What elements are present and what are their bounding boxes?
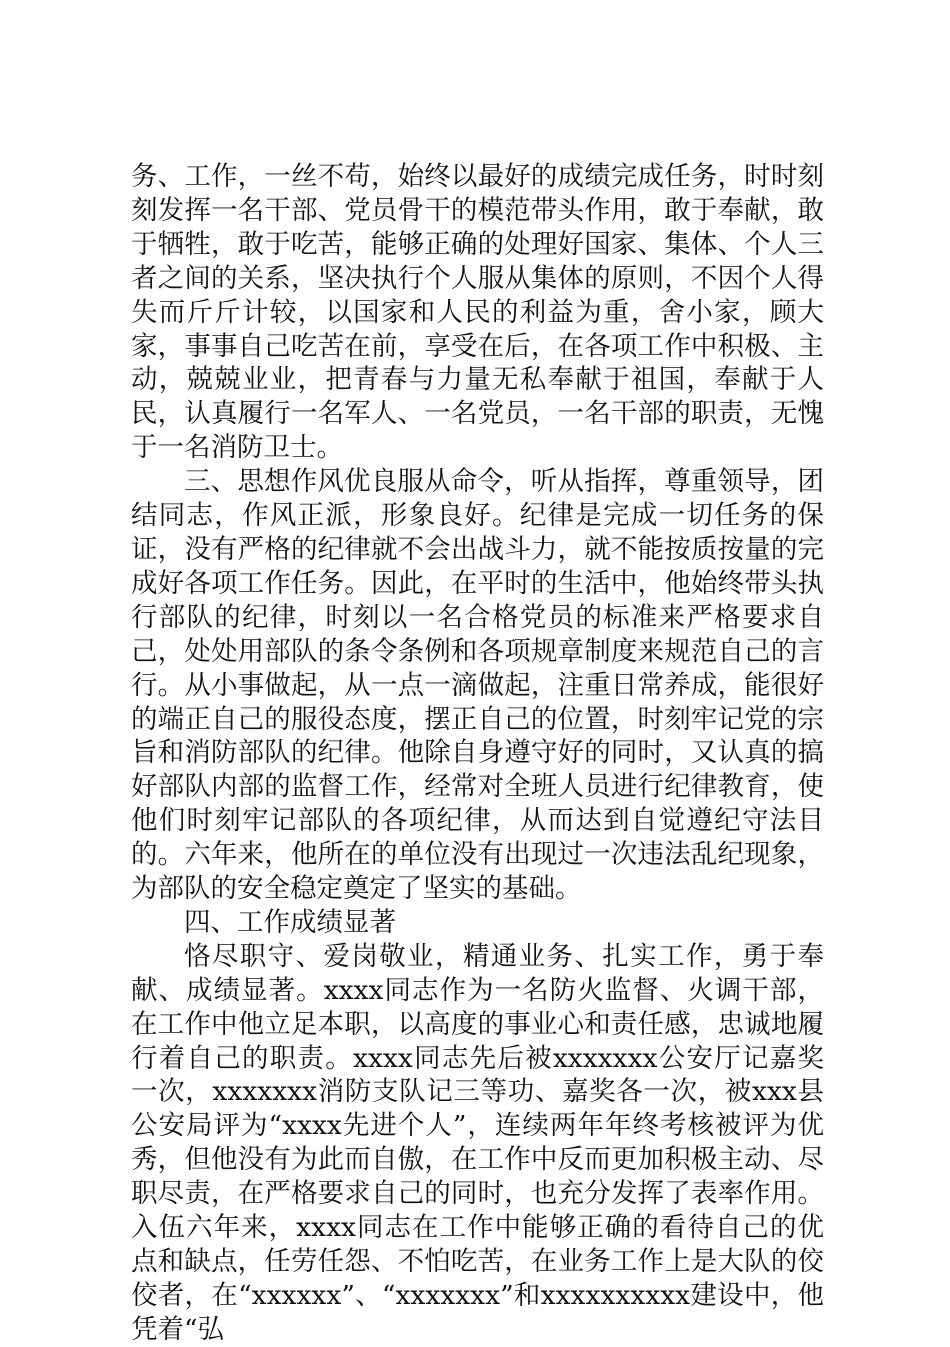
paragraph-continued-duties: 务、工作，一丝不苟，始终以最好的成绩完成任务，时时刻刻发挥一名干部、党员骨干的模范带头作用，敢于奉献，敢于牺牲，敢于吃苦，能够正确的处理好国家、集体、个人三者之间的关系，坚决执行个人服从集体的原则，不因个人得失而斤斤计较，以国家和人民的利益为重，舍小家，顾大家，事事自己吃苦在前，享受在后，在各项工作中积极、主动，兢兢业业，把青春与力量无私奉献于祖国，奉献于人民，认真履行一名军人、一名党员，一名干部的职责，无愧于一名消防卫士。 <box>131 161 824 464</box>
paragraph-section-three-discipline: 三、思想作风优良服从命令，听从指挥，尊重领导，团结同志，作风正派，形象良好。纪律是完成一切任务的保证，没有严格的纪律就不会出战斗力，就不能按质按量的完成好各项工作任务。因此，在平时的生活中，他始终带头执行部队的纪律，时刻以一名合格党员的标准来严格要求自己，处处用部队的条令条例和各项规章制度来规范自己的言行。从小事做起，从一点一滴做起，注重日常养成，能很好的端正自己的服役态度，摆正自己的位置，时刻牢记党的宗旨和消防部队的纪律。他除自身遵守好的同时，又认真的搞好部队内部的监督工作，经常对全班人员进行纪律教育，使他们时刻牢记部队的各项纪律，从而达到自觉遵纪守法目的。六年来，他所在的单位没有出现过一次违法乱纪现象，为部队的安全稳定奠定了坚实的基础。 <box>131 466 824 905</box>
paragraph-achievements: 恪尽职守、爱岗敬业，精通业务、扎实工作，勇于奉献、成绩显著。xxxx同志作为一名防火监督、火调干部，在工作中他立足本职，以高度的事业心和责任感，忠诚地履行着自己的职责。xxxx同志先后被xxxxxxx公安厅记嘉奖一次，xxxxxxx消防支队记三等功、嘉奖各一次，被xxx县公安局评为“xxxx先进个人”，连续两年年终考核被评为优秀，但他没有为此而自傲，在工作中反而更加积极主动、尽职尽责，在严格要求自己的同时，也充分发挥了表率作用。入伍六年来，xxxx同志在工作中能够正确的看待自己的优点和缺点，任劳任怨、不怕吃苦，在业务工作上是大队的佼佼者，在“xxxxxx”、“xxxxxxx”和xxxxxxxxxx建设中，他凭着“弘 <box>131 940 824 1345</box>
section-heading-four: 四、工作成绩显著 <box>184 906 396 938</box>
document-page <box>131 160 824 1347</box>
